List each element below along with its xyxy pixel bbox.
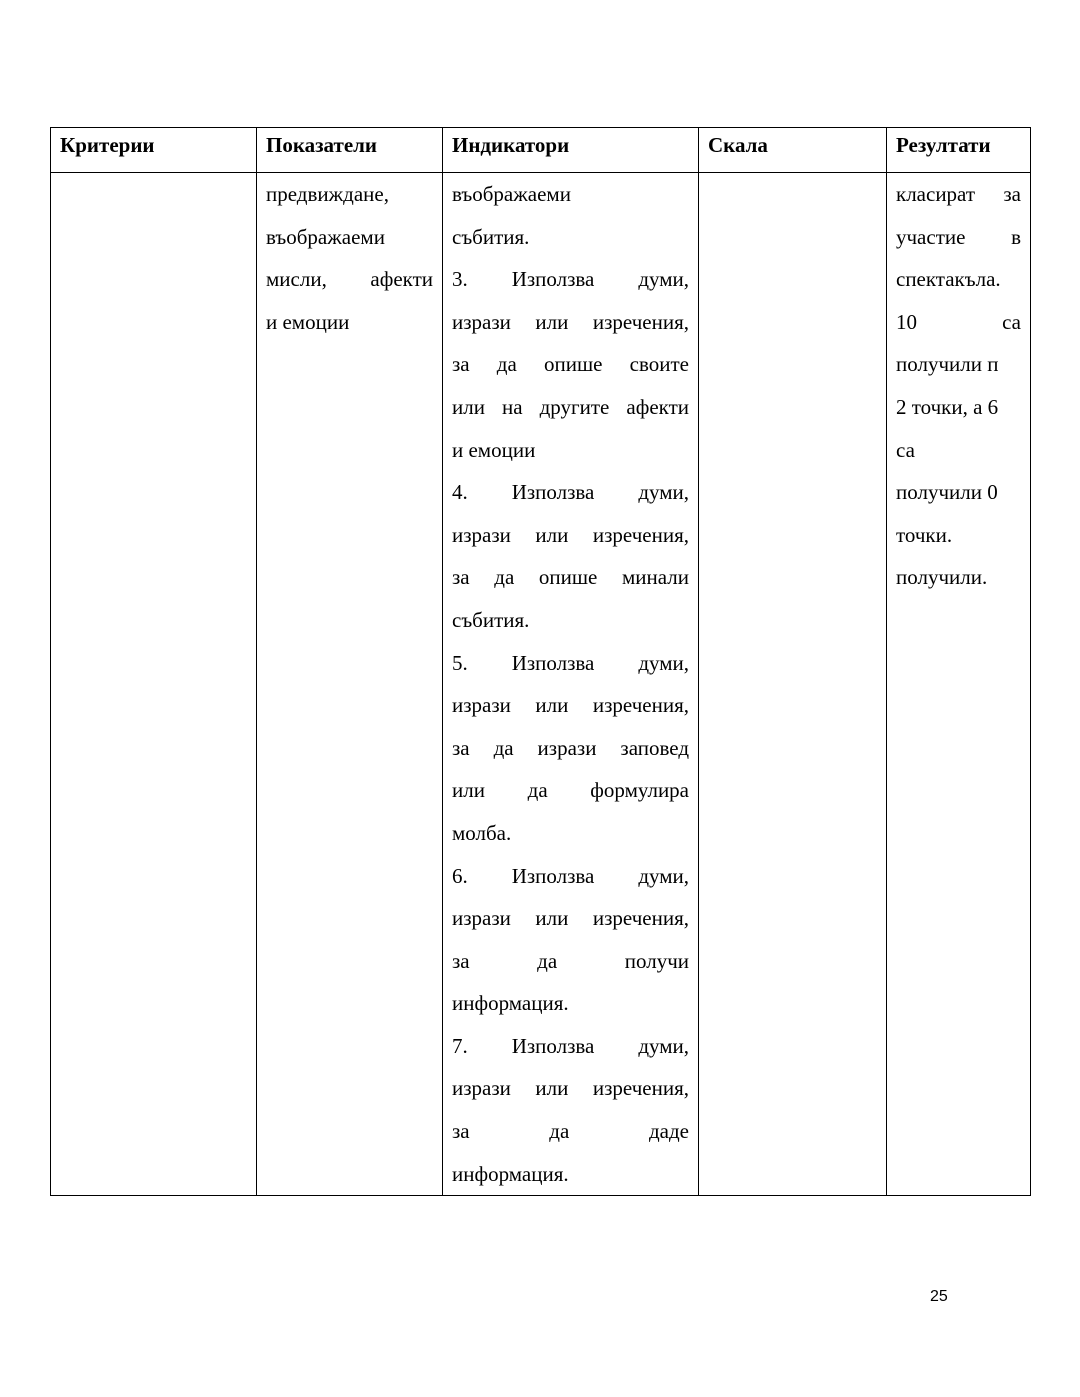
cell-criteria [51, 173, 257, 1196]
text-line: спектакъла. [896, 267, 1001, 292]
text-line: или на другите афекти [452, 394, 689, 419]
header-results: Резултати [887, 128, 1031, 173]
text-line: 6. Използва думи, [452, 863, 689, 888]
header-criteria: Критерии [51, 128, 257, 173]
text-line: мисли, афекти [266, 267, 433, 292]
text-line: събития. [452, 224, 530, 249]
cell-scale [699, 173, 887, 1196]
text-line: изрази или изречения, [452, 522, 689, 547]
cell-indicators [443, 173, 699, 1196]
text-line: изрази или изречения, [452, 309, 689, 334]
text-line: са [896, 437, 915, 462]
text-line: събития. [452, 607, 530, 632]
text-line: получили. [896, 565, 988, 590]
text-line: за да опише минали [452, 565, 689, 590]
text-line: участие в [896, 224, 1021, 249]
text-line: получили п [896, 352, 999, 377]
text-line: молба. [452, 820, 512, 845]
text-line: информация. [452, 991, 569, 1016]
page-number: 25 [930, 1288, 948, 1305]
criteria-table [50, 127, 1031, 1196]
text-line: за да получи [452, 948, 689, 973]
header-indicators: Индикатори [443, 128, 699, 173]
text-line: изрази или изречения, [452, 693, 689, 718]
text-line: или да формулира [452, 778, 689, 803]
text-line: информация. [452, 1161, 569, 1186]
text-line: класират за [896, 182, 1021, 206]
table-header-row [51, 128, 1031, 173]
header-pokazateli: Показатели [257, 128, 443, 173]
text-line: изрази или изречения, [452, 1076, 689, 1101]
text-line: въображаеми [452, 182, 571, 206]
cell-pokazateli [257, 173, 443, 1196]
text-line: изрази или изречения, [452, 906, 689, 931]
text-line: за да изрази заповед [452, 735, 689, 760]
cell-results [887, 173, 1031, 1196]
text-line: 7. Използва думи, [452, 1033, 689, 1058]
text-line: 10 са [896, 309, 1021, 334]
text-line: 5. Използва думи, [452, 650, 689, 675]
text-line: получили 0 [896, 480, 998, 505]
table-row [51, 173, 1031, 1196]
text-line: точки. [896, 522, 953, 547]
text-line: предвиждане, [266, 182, 389, 206]
header-scale: Скала [699, 128, 887, 173]
text-line: и емоции [452, 437, 536, 462]
text-line: за да опише своите [452, 352, 689, 377]
text-line: въображаеми [266, 224, 385, 249]
text-line: 2 точки, а 6 [896, 394, 999, 419]
text-line: и емоции [266, 309, 350, 334]
text-line: 4. Използва думи, [452, 480, 689, 505]
text-line: за да даде [452, 1119, 689, 1144]
text-line: 3. Използва думи, [452, 267, 689, 292]
